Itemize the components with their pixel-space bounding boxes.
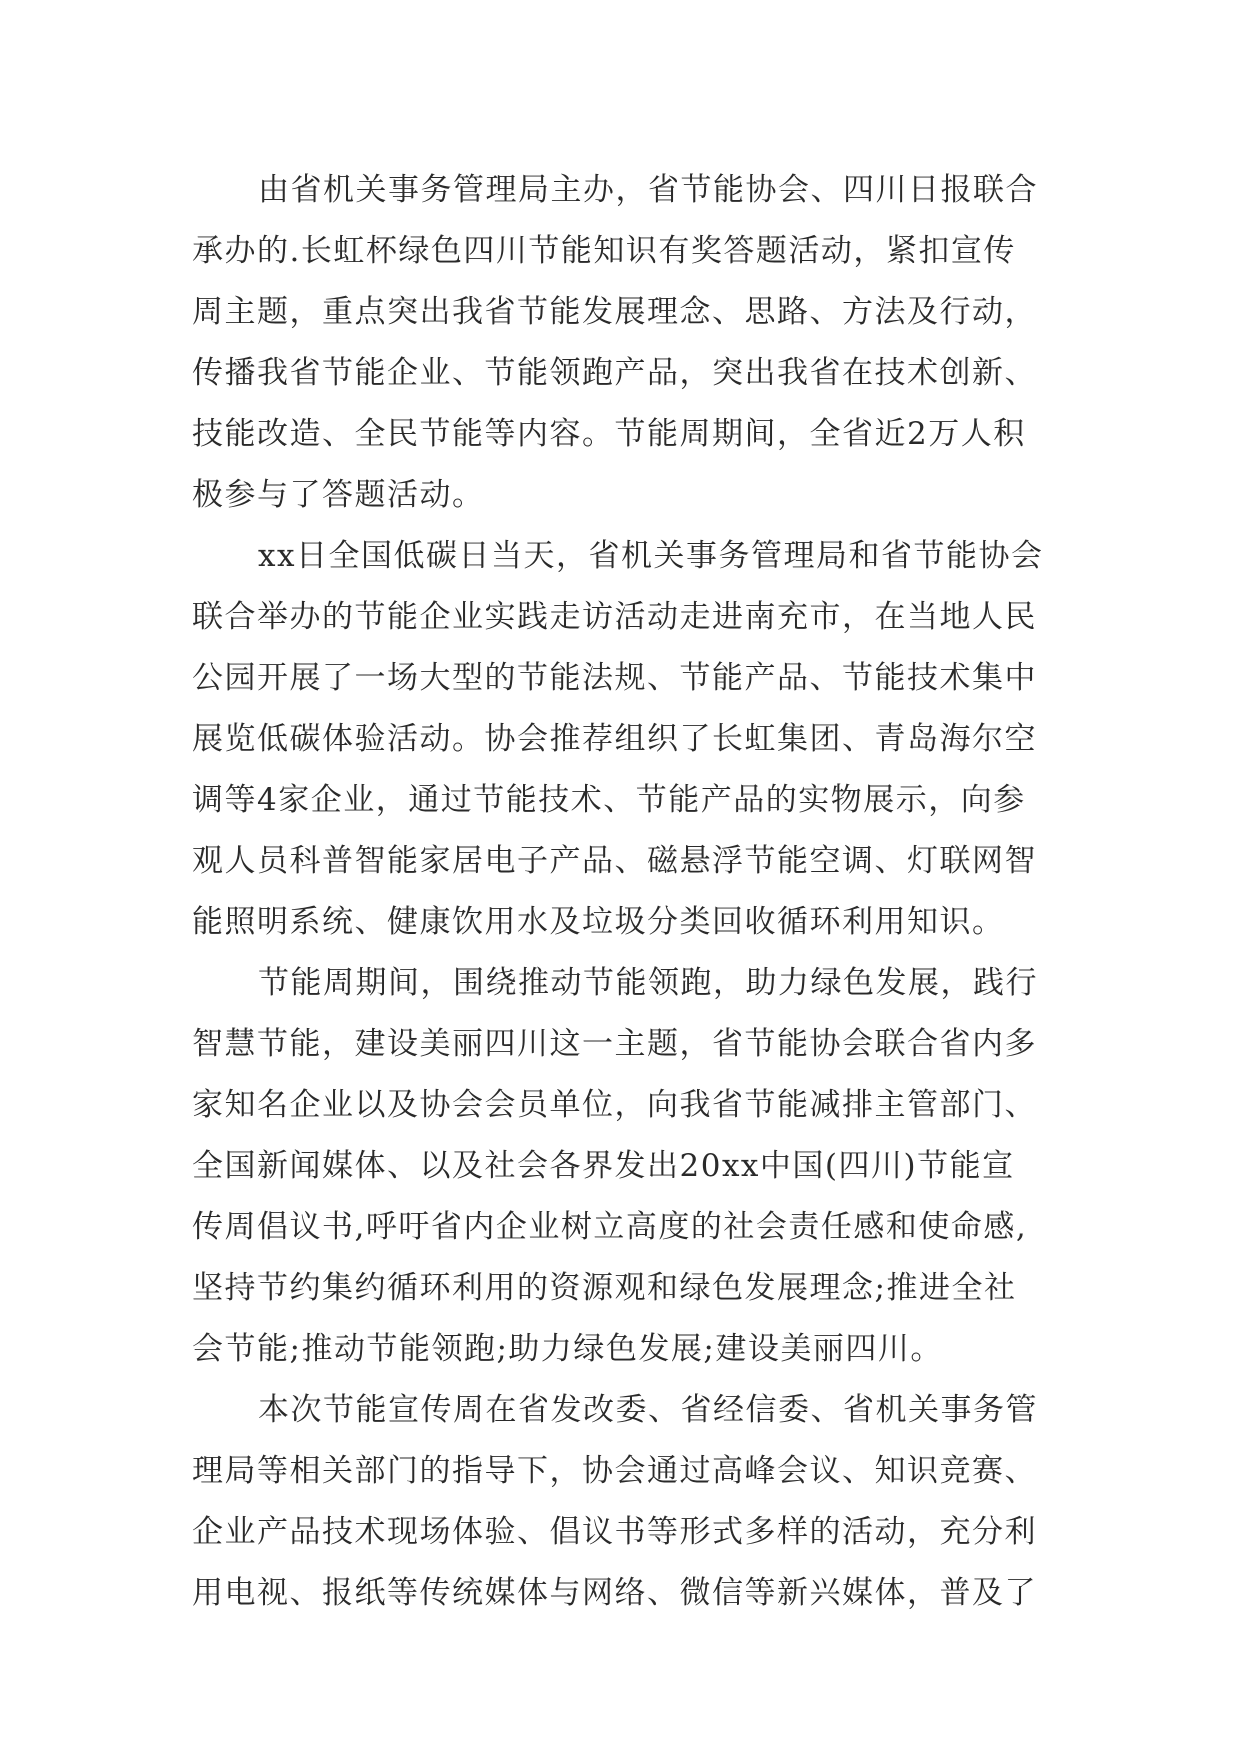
text-line: 传播我省节能企业、节能领跑产品，突出我省在技术创新、	[192, 355, 1037, 391]
text-line: 理局等相关部门的指导下，协会通过高峰会议、知识竞赛、	[192, 1453, 1037, 1489]
text-line: 周主题，重点突出我省节能发展理念、思路、方法及行动，	[192, 294, 1037, 330]
text-line: 观人员科普智能家居电子产品、磁悬浮节能空调、灯联网智	[192, 843, 1037, 879]
text-line: 家知名企业以及协会会员单位，向我省节能减排主管部门、	[192, 1087, 1037, 1123]
text-line: 用电视、报纸等传统媒体与网络、微信等新兴媒体，普及了	[192, 1575, 1037, 1611]
text-line: 技能改造、全民节能等内容。节能周期间，全省近2万人积	[192, 416, 1026, 452]
text-line: 展览低碳体验活动。协会推荐组织了长虹集团、青岛海尔空	[192, 721, 1037, 757]
text-line: 联合举办的节能企业实践走访活动走进南充市，在当地人民	[192, 599, 1037, 635]
text-line: 能照明系统、健康饮用水及垃圾分类回收循环利用知识。	[192, 904, 1005, 940]
text-line: xx日全国低碳日当天，省机关事务管理局和省节能协会	[258, 538, 1044, 574]
text-line: 智慧节能，建设美丽四川这一主题，省节能协会联合省内多	[192, 1026, 1037, 1062]
text-line: 承办的.长虹杯绿色四川节能知识有奖答题活动，紧扣宣传	[192, 233, 1016, 269]
text-line: 本次节能宣传周在省发改委、省经信委、省机关事务管	[258, 1392, 1038, 1428]
document-body	[192, 160, 1072, 1624]
text-line: 传周倡议书,呼吁省内企业树立高度的社会责任感和使命感,	[192, 1209, 1028, 1245]
text-line: 企业产品技术现场体验、倡议书等形式多样的活动，充分利	[192, 1514, 1037, 1550]
text-line: 由省机关事务管理局主办，省节能协会、四川日报联合	[258, 172, 1038, 208]
text-line: 极参与了答题活动。	[192, 477, 485, 513]
text-line: 全国新闻媒体、以及社会各界发出20xx中国(四川)节能宣	[192, 1148, 1015, 1184]
text-line: 会节能;推动节能领跑;助力绿色发展;建设美丽四川。	[192, 1331, 943, 1367]
text-line: 坚持节约集约循环利用的资源观和绿色发展理念;推进全社	[192, 1270, 1017, 1306]
text-line: 公园开展了一场大型的节能法规、节能产品、节能技术集中	[192, 660, 1037, 696]
text-line: 节能周期间，围绕推动节能领跑，助力绿色发展，践行	[258, 965, 1038, 1001]
text-line: 调等4家企业，通过节能技术、节能产品的实物展示，向参	[192, 782, 1026, 818]
